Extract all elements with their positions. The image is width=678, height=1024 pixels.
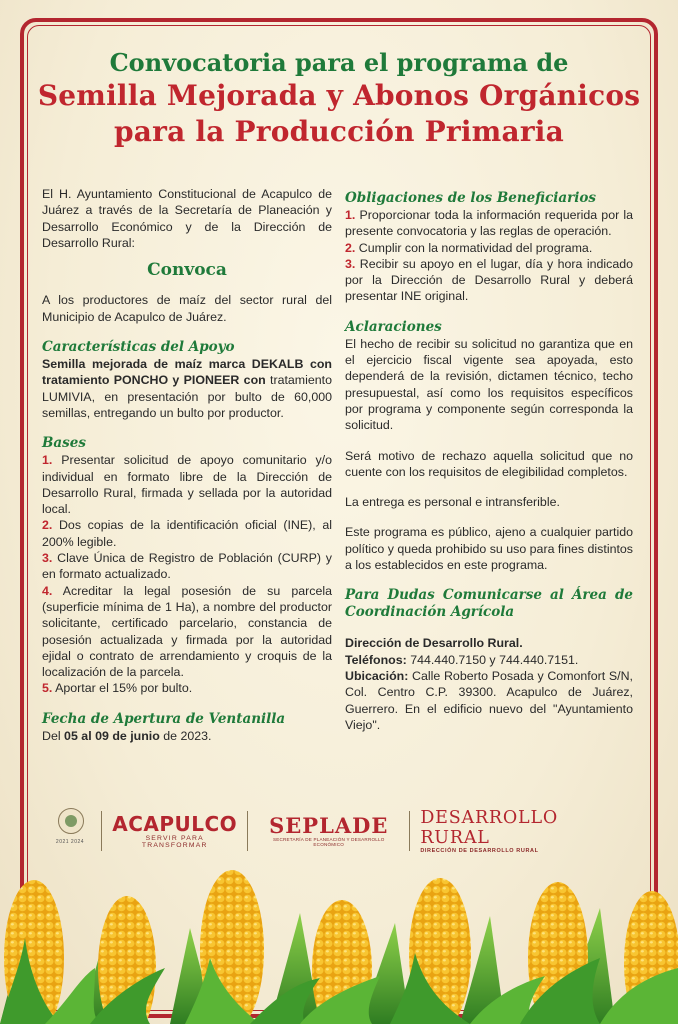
desarrollo-rural-logo-text: DESARROLLO RURAL xyxy=(420,808,559,848)
dudas-office xyxy=(345,635,633,651)
divider xyxy=(101,811,102,851)
left-column xyxy=(42,186,332,744)
fecha-heading: Fecha de Apertura de Ventanilla xyxy=(42,710,286,727)
municipal-seal xyxy=(48,808,91,854)
obligaciones-item-number: 3. xyxy=(345,256,356,271)
title-line-1: Convocatoria para el programa de xyxy=(109,48,569,77)
obligaciones-item-text: Proporcionar toda la información requerida por la presente convocatoria y las reglas de operación. xyxy=(345,208,633,239)
bases-item-number: 3. xyxy=(42,551,53,566)
fecha-text xyxy=(42,728,332,744)
bases-item xyxy=(42,583,332,681)
dudas-office-name: Dirección de Desarrollo Rural. xyxy=(345,636,523,651)
dudas-phones xyxy=(345,652,633,668)
obligaciones-item-number: 1. xyxy=(345,208,356,222)
caracteristicas-heading: Características del Apoyo xyxy=(42,339,235,356)
bases-item-text: Acreditar la legal posesión de su parcela (superficie mínima de 1 Ha), a nombre del productor solicitante, certificado parcelario, constancia de posesión actualizada y firmada por la autoridad ejidal o contrato de arrendamiento y croquis de la localización de la parcela. xyxy=(42,583,332,680)
fecha-to: 09 de junio xyxy=(95,728,160,743)
caracteristicas-text xyxy=(42,356,332,421)
acapulco-logo-text: ACAPULCO xyxy=(112,812,238,836)
bases-item xyxy=(42,550,332,583)
aclaraciones-heading: Aclaraciones xyxy=(345,318,442,335)
bases-item-number: 5. xyxy=(42,681,53,696)
title-line-3: para la Producción Primaria xyxy=(114,115,564,148)
convoca-heading: Convoca xyxy=(147,260,227,281)
bases-item-number: 4. xyxy=(42,583,53,598)
fecha-pre: Del xyxy=(42,728,61,743)
seal-icon xyxy=(58,808,84,834)
bases-item-text: Aportar el 15% por bulto. xyxy=(55,681,193,696)
divider xyxy=(409,811,410,851)
corn-illustration xyxy=(0,858,678,1024)
bases-item xyxy=(42,452,332,517)
fecha-post: de 2023. xyxy=(163,728,212,743)
bases-item xyxy=(42,517,332,550)
obligaciones-item xyxy=(345,256,633,305)
seplade-logo-text: SEPLADE xyxy=(269,813,389,838)
bases-item-text: Presentar solicitud de apoyo comunitario y/o individual en formato libre de la Dirección de Desarrollo Rural, firmada y sellada por la autoridad local. xyxy=(42,453,332,517)
obligaciones-item-text: Recibir su apoyo en el lugar, día y hora indicado por la Dirección de Desarrollo Rural y deberá presentar INE original. xyxy=(345,256,633,304)
logos-bar xyxy=(48,808,630,854)
seplade-tagline: SECRETARÍA DE PLANEACIÓN Y DESARROLLO ECONÓMICO xyxy=(272,837,385,847)
bases-item xyxy=(42,680,332,696)
dudas-location xyxy=(345,668,633,733)
dudas-location-value: Calle Roberto Posada y Comonfort S/N, Col. Centro C.P. 39300. Acapulco de Juárez, Guerrero. En el edificio nuevo del "Ayuntamiento Viejo". xyxy=(345,668,633,732)
caracteristicas-bold: Semilla mejorada de maíz marca DEKALB con tratamiento PONCHO y PIONEER con xyxy=(42,357,332,388)
acapulco-tagline: SERVIR PARA TRANSFORMAR xyxy=(141,835,208,849)
fecha-from: 05 xyxy=(64,728,78,743)
acapulco-logo xyxy=(112,813,237,849)
obligaciones-item-number: 2. xyxy=(345,240,356,255)
right-column xyxy=(345,190,633,733)
dudas-location-label: Ubicación: xyxy=(345,668,409,683)
caracteristicas-rest: tratamiento LUMIVIA, en presentación por bulto de 60,000 semillas, entregando un bulto por productor. xyxy=(42,373,332,420)
bases-item-text: Dos copias de la identificación oficial (INE), al 200% legible. xyxy=(42,518,332,549)
desarrollo-rural-tagline: DIRECCIÓN DE DESARROLLO RURAL xyxy=(420,848,539,854)
intro-text: El H. Ayuntamiento Constitucional de Acapulco de Juárez a través de la Secretaría de Planeación y Desarrollo Económico y de la Dirección de Desarrollo Rural: xyxy=(42,187,332,250)
obligaciones-heading: Obligaciones de los Beneficiarios xyxy=(345,190,597,206)
obligaciones-item xyxy=(345,240,633,256)
title-block xyxy=(30,48,648,150)
bases-item-number: 2. xyxy=(42,518,53,533)
target-text: A los productores de maíz del sector rural del Municipio de Acapulco de Juárez. xyxy=(42,293,332,324)
desarrollo-rural-logo xyxy=(420,808,630,854)
bases-item-number: 1. xyxy=(42,453,53,468)
obligaciones-item xyxy=(345,207,633,240)
divider xyxy=(247,811,248,851)
obligaciones-item-text: Cumplir con la normatividad del programa. xyxy=(358,240,593,255)
aclaraciones-paragraph-4: Este programa es público, ajeno a cualquier partido político y queda prohibido su uso para fines distintos a los establecidos en este programa. xyxy=(345,525,633,573)
bases-item-text: Clave Única de Registro de Población (CURP) y en formato actualizado. xyxy=(42,551,332,582)
dudas-phones-value: 744.440.7150 y 744.440.7151. xyxy=(410,652,579,667)
dudas-phones-label: Teléfonos: xyxy=(345,652,407,667)
aclaraciones-paragraph-2: Será motivo de rechazo aquella solicitud que no cuente con los requisitos de elegibilidad completos. xyxy=(345,448,633,479)
bases-heading: Bases xyxy=(42,435,86,452)
aclaraciones-paragraph-1: El hecho de recibir su solicitud no garantiza que en el ejercicio fiscal vigente sea apoyada, esto dependerá de la revisión, dictamen técnico, techo presupuestal, así como los requisitos específicos por programa y componente según corresponda la solicitud. xyxy=(345,336,633,433)
fecha-mid: al xyxy=(81,728,92,743)
title-line-2: Semilla Mejorada y Abonos Orgánicos xyxy=(37,79,641,112)
aclaraciones-paragraph-3: La entrega es personal e intransferible. xyxy=(345,495,560,510)
seal-years: 2021 2024 xyxy=(55,839,85,845)
seplade-logo xyxy=(258,815,399,847)
dudas-heading: Para Dudas Comunicarse al Área de Coordinación Agrícola xyxy=(345,587,633,621)
